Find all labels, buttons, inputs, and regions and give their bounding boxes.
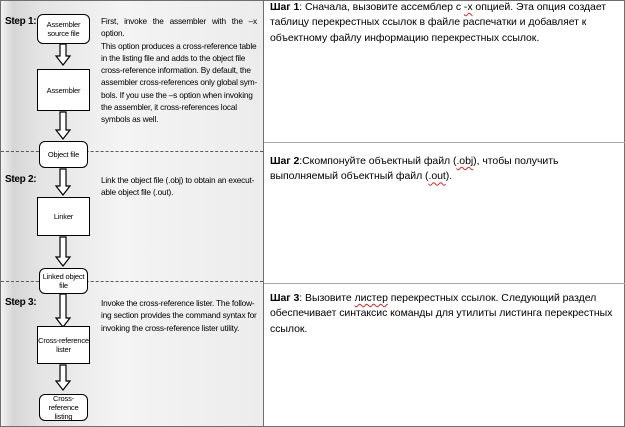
row-divider-2 xyxy=(264,283,625,284)
step-2-label: Step 2: xyxy=(5,174,37,185)
step-3-russian-text: Шаг 3: Вызовите листер перекрестных ссылок. Следующий раздел обеспечивает синтаксис команды для утилиты листинга перекрестных ссылок. xyxy=(270,292,613,335)
object-file-box: Object file xyxy=(39,141,88,168)
step-1-label: Step 1: xyxy=(5,16,37,27)
xref-flow-figure xyxy=(1,1,263,426)
linked-object-file-box: Linked object file xyxy=(39,268,88,294)
column-divider xyxy=(263,0,264,427)
step-3-label: Step 3: xyxy=(5,297,37,308)
row-divider-1 xyxy=(264,142,625,143)
cross-reference-listing-box: Cross-reference listing xyxy=(39,394,88,421)
assembler-box: Assembler xyxy=(37,69,90,111)
step-1-description: First, invoke the assembler with the –x option. This option produces a cross-reference table in the listing file and adds to the object file cross-reference information. By default, the assembler cross-references only global sym- bols. If you use the –s option when invoking the assembler, it cross-references local symbols as well. xyxy=(101,16,258,125)
cross-reference-lister-box: Cross-reference lister xyxy=(37,326,90,364)
step-1-russian-text: Шаг 1: Сначала, вызовите ассемблер с -x опцией. Эта опция создает таблицу перекрестных ссылок в файле распечатки и добавляет к объектному файлу информацию перекрестных ссылок. xyxy=(270,1,607,44)
step-2-russian-text: Шаг 2:Скомпонуйте объектный файл (.obj), чтобы получить выполняемый объектный файл (.out). xyxy=(270,155,559,183)
step-3-description: Invoke the cross-reference lister. The follow- ing section provides the command syntax for invoking the cross-reference lister utility. xyxy=(101,298,257,333)
assembler-source-file-box: Assembler source file xyxy=(37,14,90,44)
linker-box: Linker xyxy=(37,197,90,236)
step-2-description: Link the object file (.obj) to obtain an execut- able object file (.out). xyxy=(101,175,255,198)
